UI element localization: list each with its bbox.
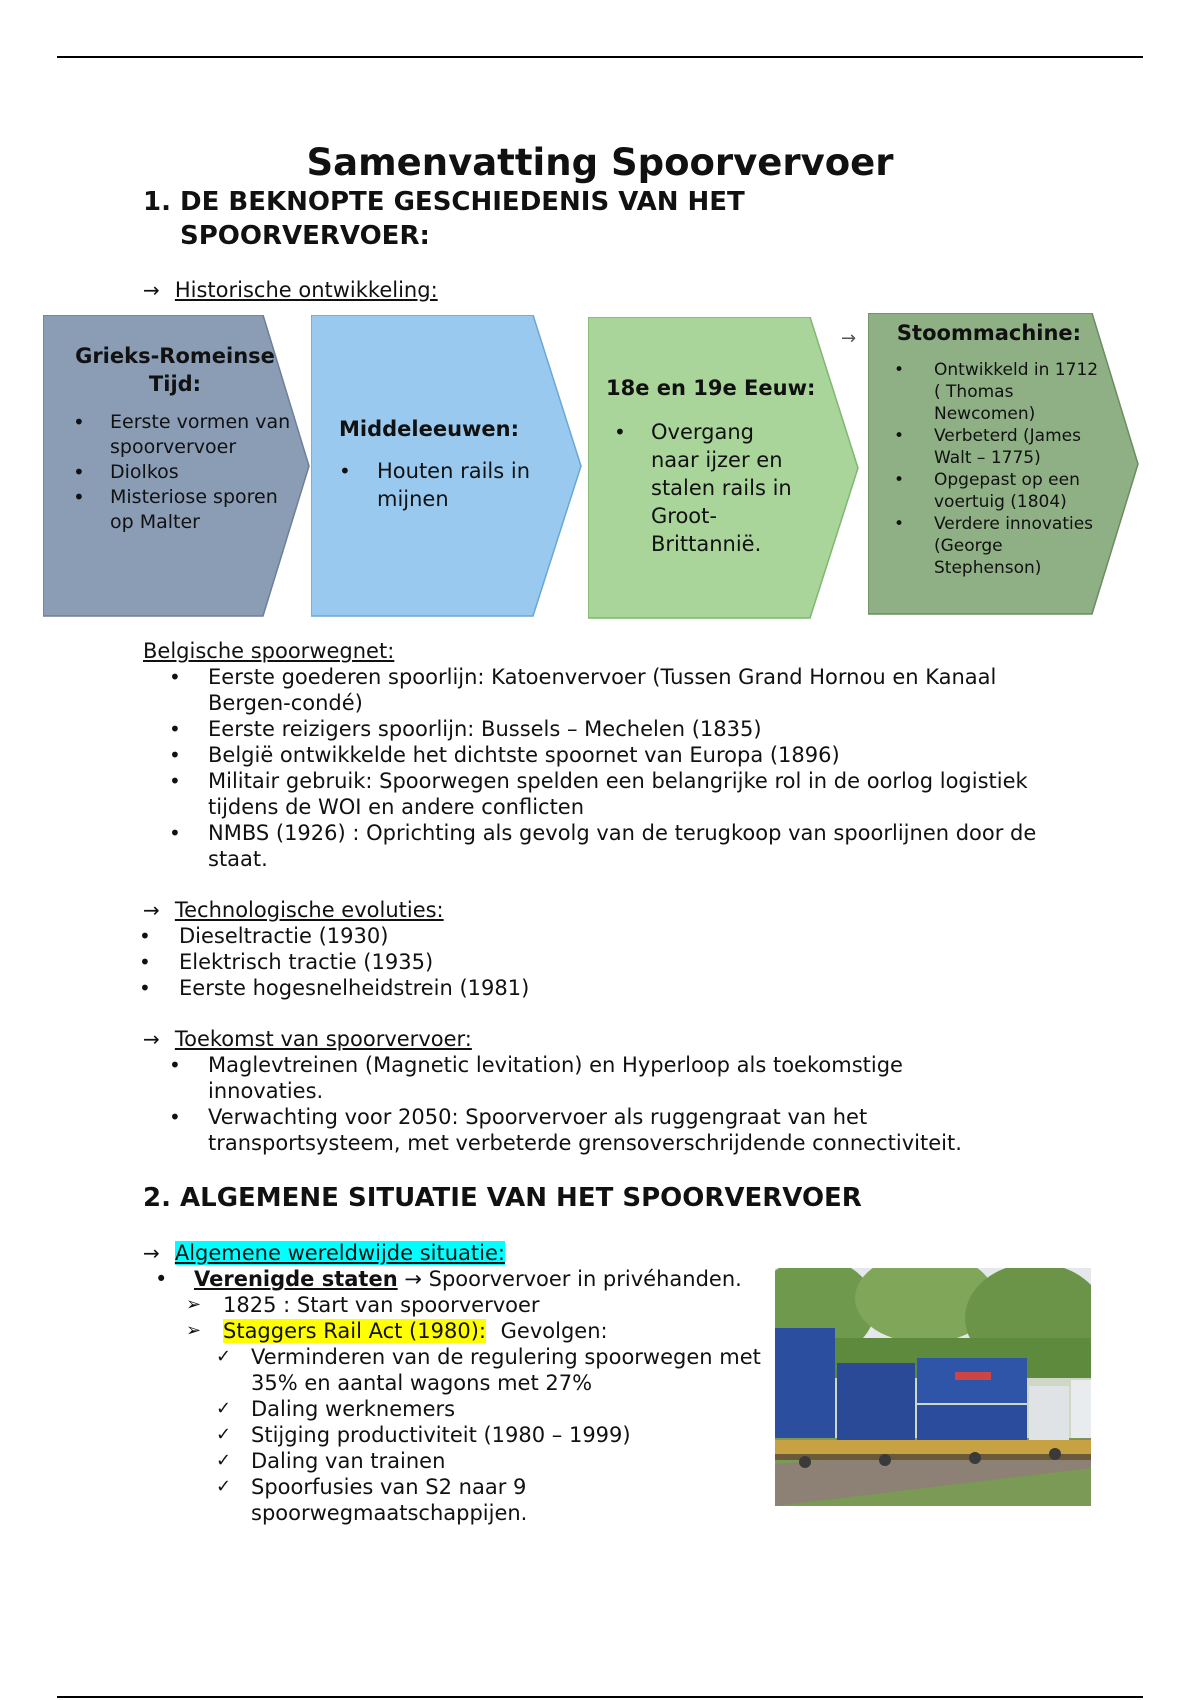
stage-item: • Eerste vormen van spoorvervoer <box>73 410 291 458</box>
stage-item: • Diolkos <box>73 460 179 484</box>
us-text: Spoorvervoer in privéhanden. <box>428 1267 742 1291</box>
wereld-label: Algemene wereldwijde situatie: <box>174 1241 505 1265</box>
belgisch-item: • Militair gebruik: Spoorwegen spelden een belangrijke rol in de oorlog logistiek tijdens de WOI en andere conflicten <box>169 769 1028 819</box>
timeline-stage-middeleeuwen <box>311 315 583 618</box>
section-1-title-line2: SPOORVERVOER: <box>180 221 430 251</box>
belgisch-item: • NMBS (1926) : Oprichting als gevolg van de terugkoop van spoorlijnen door de staat. <box>169 821 1037 871</box>
stage-item: • Verdere innovaties (George Stephenson) <box>894 514 1094 578</box>
toekomst-section <box>143 1026 1063 1156</box>
belgisch-section <box>143 638 1063 872</box>
techno-item: • Elektrisch tractie (1935) <box>139 950 434 974</box>
arrow-icon: → <box>143 278 160 302</box>
staggers-item: ➢ Staggers Rail Act (1980): Gevolgen: <box>186 1319 608 1343</box>
belgisch-label: Belgische spoorwegnet: <box>143 639 395 663</box>
section-1-number: 1. <box>143 187 171 217</box>
techno-item: • Eerste hogesnelheidstrein (1981) <box>139 976 530 1000</box>
section-2-number: 2. <box>143 1183 171 1213</box>
staggers-label: Staggers Rail Act (1980): <box>223 1319 486 1343</box>
stage-title: Grieks-Romeinse Tijd: <box>75 344 275 396</box>
stage-item: • Opgepast op een voertuig (1804) <box>894 470 1080 512</box>
start-item: ➢ 1825 : Start van spoorvervoer <box>186 1293 540 1317</box>
timeline-stage-griekse <box>43 315 311 618</box>
check-item: ✓ Spoorfusies van S2 naar 9 spoorwegmaatschappijen. <box>216 1475 528 1525</box>
bottom-rule <box>57 1696 1143 1698</box>
check-icon: ✓ <box>216 1450 232 1471</box>
techno-item: • Dieseltractie (1930) <box>139 924 389 948</box>
check-item: ✓ Daling werknemers <box>216 1397 456 1421</box>
page-title: Samenvatting Spoorvervoer <box>306 141 894 184</box>
techno-label: Technologische evoluties: <box>174 898 444 922</box>
us-item: • Verenigde staten → Spoorvervoer in privéhanden. <box>155 1267 742 1291</box>
timeline-stage-stoommachine <box>868 313 1140 616</box>
arrow-icon: → <box>841 328 857 349</box>
check-item: ✓ Stijging productiviteit (1980 – 1999) <box>216 1423 631 1447</box>
stage-item: • Overgang naar ijzer en stalen rails in Groot-Brittannië. <box>614 420 792 556</box>
gevolgen-label: Gevolgen: <box>500 1319 608 1343</box>
arrow-icon: → <box>143 898 160 922</box>
stage-item: • Ontwikkeld in 1712 ( Thomas Newcomen) <box>894 360 1099 424</box>
top-rule <box>57 56 1143 58</box>
belgisch-item: • België ontwikkelde het dichtste spoornet van Europa (1896) <box>169 743 840 767</box>
check-icon: ✓ <box>216 1346 232 1367</box>
arrow-icon: → <box>404 1267 422 1291</box>
toekomst-item: • Maglevtreinen (Magnetic levitation) en Hyperloop als toekomstige innovaties. <box>169 1053 903 1103</box>
check-icon: ✓ <box>216 1476 232 1497</box>
stage-title: Stoommachine: <box>896 321 1082 345</box>
wereld-content <box>143 1266 763 1526</box>
historische-label: Historische ontwikkeling: <box>174 278 438 302</box>
check-item: ✓ Daling van trainen <box>216 1449 446 1473</box>
check-item: ✓ Verminderen van de regulering spoorwegen met 35% en aantal wagons met 27% <box>216 1345 761 1395</box>
techno-section <box>139 897 1063 1001</box>
section-1-title-line1: DE BEKNOPTE GESCHIEDENIS VAN HET <box>180 187 745 217</box>
stage-item: • Misteriose sporen op Malter <box>73 485 278 533</box>
check-icon: ✓ <box>216 1398 232 1419</box>
arrow-icon: → <box>143 1027 160 1051</box>
section-2-heading <box>0 1181 1200 1217</box>
wereld-heading <box>143 1240 505 1266</box>
historische-heading <box>143 277 438 303</box>
arrow-icon: → <box>143 1241 160 1265</box>
stage-item: • Houten rails in mijnen <box>339 459 531 511</box>
toekomst-label: Toekomst van spoorvervoer: <box>174 1027 472 1051</box>
us-label: Verenigde staten <box>194 1267 398 1291</box>
timeline-stage-18e-19e-eeuw <box>588 317 860 620</box>
stage-title: 18e en 19e Eeuw: <box>606 376 816 400</box>
train-photo <box>775 1268 1091 1506</box>
stage-item: • Verbeterd (James Walt – 1775) <box>894 426 1081 468</box>
section-2-title: ALGEMENE SITUATIE VAN HET SPOORVERVOER <box>180 1183 862 1213</box>
check-icon: ✓ <box>216 1424 232 1445</box>
belgisch-item: • Eerste goederen spoorlijn: Katoenvervoer (Tussen Grand Hornou en Kanaal Bergen-condé) <box>169 665 997 715</box>
section-1-heading <box>0 185 1200 255</box>
belgisch-item: • Eerste reizigers spoorlijn: Bussels – Mechelen (1835) <box>169 717 762 741</box>
stage-title: Middeleeuwen: <box>339 417 520 441</box>
toekomst-item: • Verwachting voor 2050: Spoorvervoer als ruggengraat van het transportsysteem, met verbeterde grensoverschrijdende connectiviteit. <box>169 1105 962 1155</box>
